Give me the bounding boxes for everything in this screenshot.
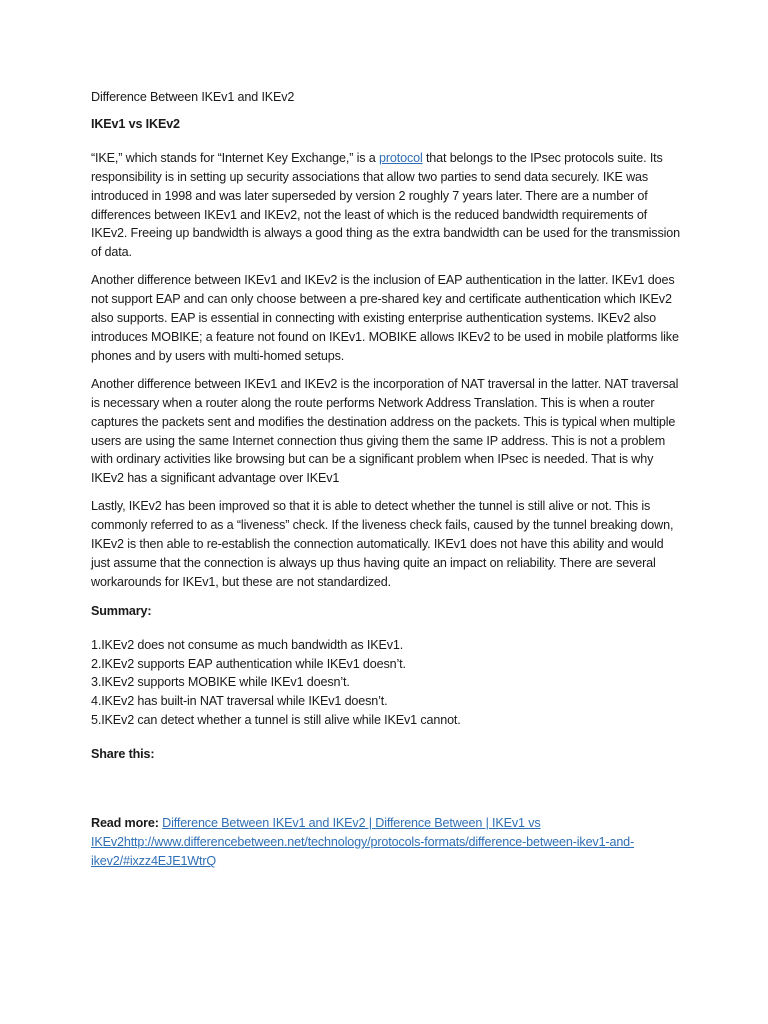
- summary-item: 1.IKEv2 does not consume as much bandwidth as IKEv1.: [91, 637, 404, 652]
- document-title: Difference Between IKEv1 and IKEv2: [91, 90, 295, 104]
- summary-item: 2.IKEv2 supports EAP authentication while IKEv1 doesn’t.: [91, 656, 406, 671]
- summary-item: 3.IKEv2 supports MOBIKE while IKEv1 doesn’t.: [91, 675, 350, 690]
- paragraph-intro: [91, 149, 681, 262]
- paragraph-nat: Another difference between IKEv1 and IKEv2 is the incorporation of NAT traversal in the latter. NAT traversal is necessary when a router along the route performs Network Address Translation. This is when a router captures the packets sent and modifies the destination address on the packets. This is typical when multiple users are using the same Internet connection thus giving them the same IP address. This is not a problem with ordinary activities like browsing but can be a significant problem when IPsec is needed. That is why IKEv2 has a significant advantage over IKEv1: [91, 376, 679, 486]
- read-more-title-link[interactable]: Difference Between IKEv1 and IKEv2 | Difference Between | IKEv1 vs IKEv2: [91, 816, 541, 849]
- share-label: Share this:: [91, 747, 155, 762]
- paragraph-intro-text-end: that belongs to the IPsec protocols suite. Its responsibility is in setting up security associations that allow two parties to send data securely. IKE was introduced in 1998 and was later superseded by version 2 roughly 7 years later. There are a number of differences between IKEv1 and IKEv2, not the least of which is the reduced bandwidth requirements of IKEv2. Freeing up bandwidth is always a good thing as the extra bandwidth can be used for the transmission of data.: [91, 150, 680, 260]
- read-more-label: Read more:: [91, 816, 163, 831]
- paragraph-liveness: Lastly, IKEv2 has been improved so that it is able to detect whether the tunnel is still alive or not. This is commonly referred to as a “liveness” check. If the liveness check fails, caused by the tunnel breaking down, IKEv2 is then able to re-establish the connection automatically. IKEv1 does not have this ability and would just assume that the connection is always up thus having quite an impact on reliability. There are several workarounds for IKEv1, but these are not standardized.: [91, 499, 674, 589]
- summary-item: 5.IKEv2 can detect whether a tunnel is still alive while IKEv1 cannot.: [91, 713, 461, 728]
- protocol-link[interactable]: protocol: [378, 150, 423, 165]
- read-more: [91, 814, 681, 871]
- paragraph-eap: Another difference between IKEv1 and IKEv2 is the inclusion of EAP authentication in the latter. IKEv1 does not support EAP and can only choose between a pre-shared key and certificate authentication which IKEv2 also supports. EAP is essential in connecting with existing enterprise authentication systems. IKEv2 also introduces MOBIKE; a feature not found on IKEv1. MOBIKE allows IKEv2 to be used in mobile platforms like phones and by users with multi-homed setups.: [91, 273, 679, 363]
- summary-list: [91, 636, 681, 731]
- paragraph-intro-text-start: “IKE,” which stands for “Internet Key Exchange,” is a: [91, 150, 379, 165]
- summary-heading: Summary:: [91, 603, 152, 618]
- summary-item: 4.IKEv2 has built-in NAT traversal while IKEv1 doesn’t.: [91, 694, 388, 709]
- document-subtitle: IKEv1 vs IKEv2: [91, 116, 180, 131]
- read-more-url-link[interactable]: http://www.differencebetween.net/technology/protocols-formats/difference-between-ikev1-and-ikev2/#ixzz4EJE1WtrQ: [91, 835, 635, 868]
- document-page: [91, 88, 681, 871]
